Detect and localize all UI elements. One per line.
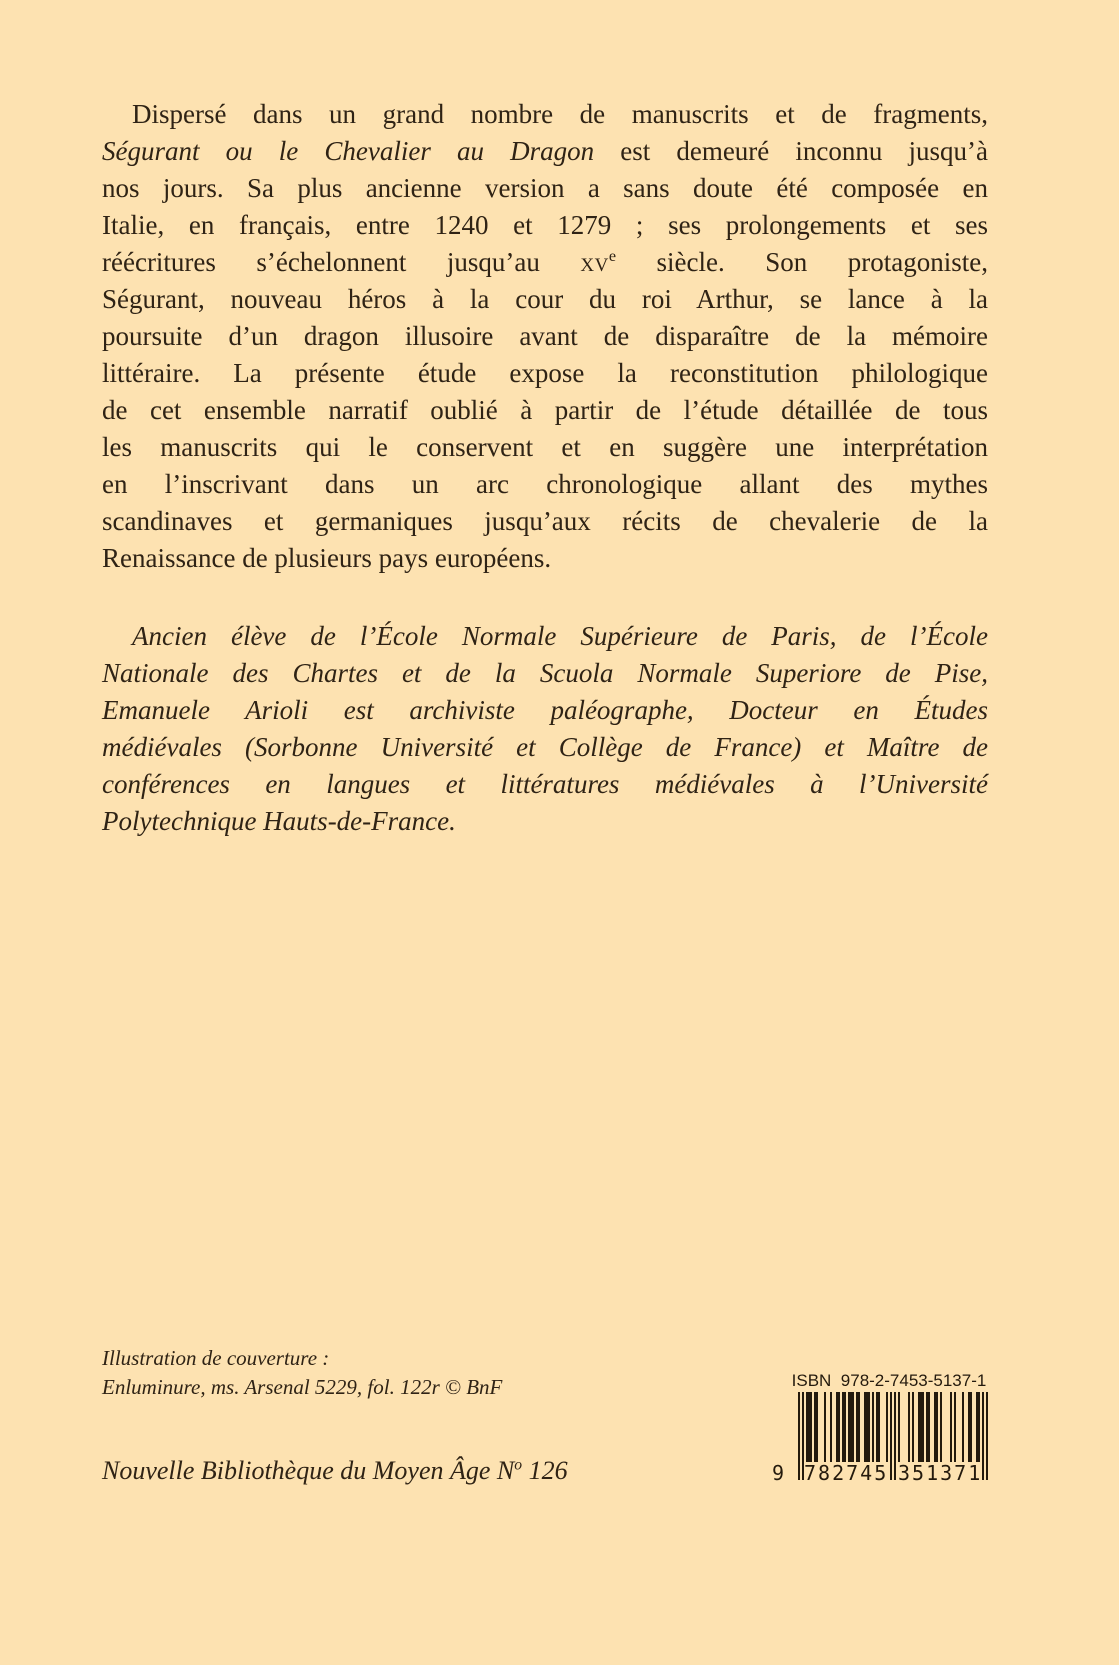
text-line: scandinaves et germaniques jusqu’aux récits de chevalerie de la xyxy=(102,506,988,536)
text-line: Dispersé dans un grand nombre de manuscrits et de fragments, xyxy=(132,99,988,129)
barcode-bar xyxy=(868,1392,870,1462)
text-line: nos jours. Sa plus ancienne version a sans doute été composée en xyxy=(102,173,988,203)
ean13-right-digits: 351371 xyxy=(898,1461,983,1485)
barcode-bar xyxy=(858,1392,860,1462)
barcode-bar xyxy=(940,1392,942,1462)
text-line: en l’inscrivant dans un arc chronologique allant des mythes xyxy=(102,469,988,499)
ean13-lead-digit: 9 xyxy=(772,1461,785,1485)
text-line: poursuite d’un dragon illusoire avant de disparaître de la mémoire xyxy=(102,321,988,351)
barcode-bar xyxy=(872,1392,874,1462)
barcode-bar xyxy=(970,1392,972,1462)
text-line: de cet ensemble narratif oublié à partir de l’étude détaillée de tous xyxy=(102,395,988,425)
synopsis-paragraph xyxy=(102,96,988,577)
barcode-bar xyxy=(954,1392,956,1462)
text-line: Italie, en français, entre 1240 et 1279 ; ses prolongements et ses xyxy=(102,210,988,240)
text-line: réécritures s’échelonnent jusqu’au $xv^e$ siècle. Son protagoniste, xyxy=(102,247,988,277)
ean13-left-digits: 782745 xyxy=(804,1461,889,1485)
text-line: Enluminure, ms. Arsenal 5229, fol. 122r © BnF xyxy=(102,1375,503,1399)
barcode-bar xyxy=(824,1392,826,1462)
text-line: les manuscrits qui le conservent et en suggère une interprétation xyxy=(102,432,988,462)
text-line: Nouvelle Bibliothèque du Moyen Âge $N^o$ 126 xyxy=(102,1456,568,1485)
text-line: littéraire. La présente étude expose la reconstitution philologique xyxy=(102,358,988,388)
barcode-bar xyxy=(922,1392,924,1462)
barcode-bar xyxy=(908,1392,910,1462)
text-line: Polytechnique Hauts-de-France. xyxy=(102,806,456,836)
barcode-bar xyxy=(928,1392,930,1462)
text-line: médiévales (Sorbonne Université et Collège de France) et Maître de xyxy=(102,732,988,762)
isbn-barcode-block xyxy=(770,1371,992,1493)
barcode-bar xyxy=(886,1392,888,1462)
barcode-bar xyxy=(898,1392,900,1462)
barcode-bar xyxy=(852,1392,854,1462)
barcode-bar xyxy=(878,1392,880,1462)
barcode-bar xyxy=(894,1392,896,1480)
barcode-bar xyxy=(912,1392,914,1462)
text-line: Nationale des Chartes et de la Scuola Normale Superiore de Pise, xyxy=(102,658,988,688)
author-bio-paragraph xyxy=(102,618,988,840)
barcode-bar xyxy=(830,1392,832,1462)
barcode-bar xyxy=(844,1392,846,1462)
barcode-bar xyxy=(978,1392,980,1462)
barcode-bar xyxy=(936,1392,938,1462)
text-line: Ancien élève de l’École Normale Supérieure de Paris, de l’École xyxy=(132,621,988,651)
barcode-bar xyxy=(982,1392,984,1480)
barcode-bar xyxy=(798,1392,800,1480)
barcode-bar xyxy=(962,1392,964,1462)
isbn-label: ISBN 978-2-7453-5137-1 xyxy=(791,1371,987,1390)
text-line: Renaissance de plusieurs pays européens. xyxy=(102,543,552,573)
barcode-bar xyxy=(816,1392,818,1462)
barcode-bar xyxy=(810,1392,812,1462)
text-line: Ségurant, nouveau héros à la cour du roi Arthur, se lance à la xyxy=(102,284,988,314)
barcode-bar xyxy=(838,1392,840,1462)
text-line: conférences en langues et littératures médiévales à l’Université xyxy=(102,769,988,799)
text-line: Ségurant ou le Chevalier au Dragon est demeuré inconnu jusqu’à xyxy=(102,136,988,166)
barcode-bar xyxy=(986,1392,988,1480)
text-line: Illustration de couverture : xyxy=(102,1346,330,1370)
barcode-bar xyxy=(950,1392,952,1462)
text-line: Emanuele Arioli est archiviste paléographe, Docteur en Études xyxy=(102,695,988,725)
barcode-bar xyxy=(890,1392,892,1480)
